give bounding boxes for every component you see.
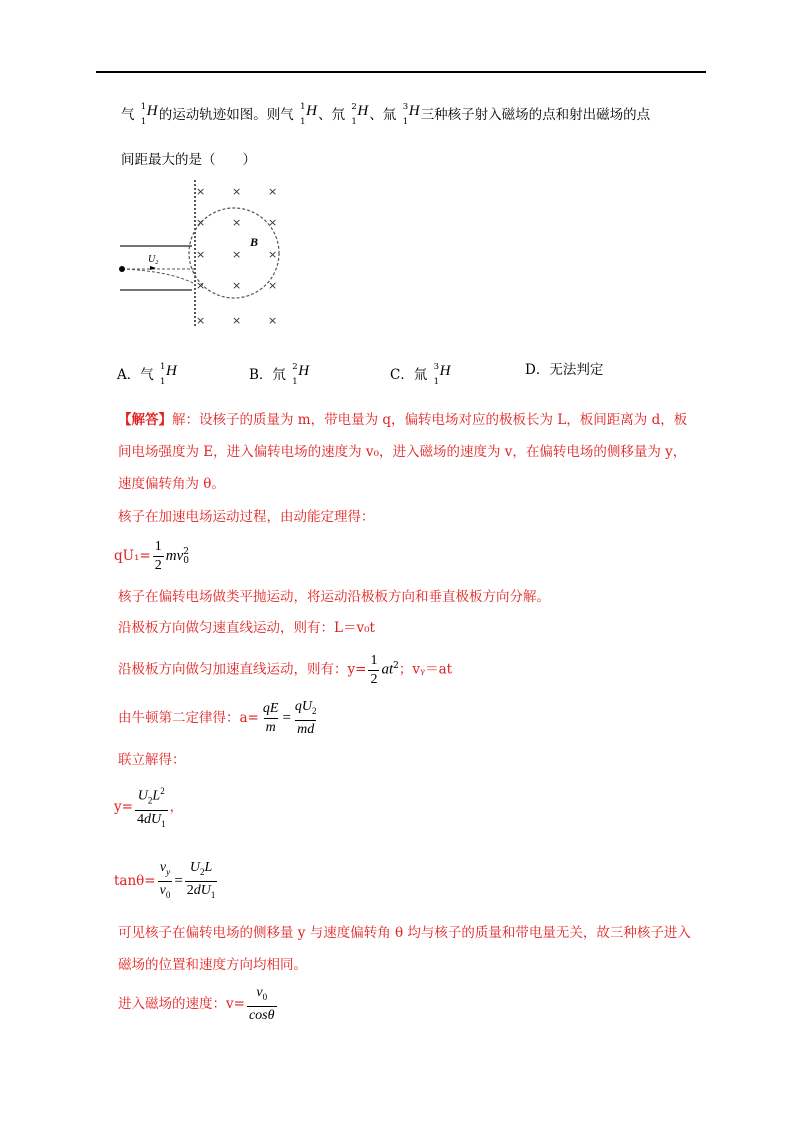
solution-para-4: 沿极板方向做匀速直线运动，则有：L＝v₀t: [118, 620, 375, 636]
nuclide-tritium: 3 1 H: [402, 102, 420, 127]
solution-para-2: 核子在加速电场运动过程，由动能定理得：: [118, 509, 375, 525]
particle-source: [119, 266, 125, 272]
equation-velocity: 进入磁场的速度：v= $\frac{v_0}{\cos\theta}$: [118, 985, 275, 1023]
deflected-path: [122, 269, 195, 284]
svg-text:×: ×: [196, 279, 206, 292]
solution-para-1c: 速度偏转角为 θ。: [118, 476, 225, 492]
question-line-2: 间距最大的是（ ）: [121, 152, 256, 168]
svg-text:×: ×: [232, 314, 242, 327]
equation-energy: qU₁= $\frac{1}{2}$ mv 2 0: [114, 539, 189, 573]
solution-para-3: 核子在偏转电场做类平抛运动，将运动沿极板方向和垂直极板方向分解。: [118, 589, 550, 605]
svg-text:×: ×: [196, 248, 206, 261]
nuclide-protium: 1 1 H: [140, 102, 158, 127]
equation-displacement: 沿极板方向做匀加速直线运动，则有：y= $\frac{1}{2}$ $at^2$；vᵧ＝at: [118, 652, 453, 687]
svg-text:×: ×: [232, 185, 242, 198]
solution-para-8b: 磁场的位置和速度方向均相同。: [118, 957, 307, 973]
nuclide-protium: 1 1 H: [300, 102, 317, 127]
option-a[interactable]: A．气 1 1 H: [117, 362, 177, 387]
svg-text:×: ×: [196, 185, 206, 198]
svg-text:×: ×: [196, 216, 206, 229]
svg-text:×: ×: [196, 314, 206, 327]
question-line-1: 气 1 1 H 的运动轨迹如图。则气 1 1 H 、氘 2 1 H 、氚 3 1 H 三种核子射入磁场的点和射出磁场的点: [121, 102, 651, 127]
svg-text:×: ×: [268, 248, 278, 261]
option-d[interactable]: D．无法判定: [525, 362, 604, 378]
solution-para-8a: 可见核子在偏转电场的侧移量 y 与速度偏转角 θ 均与核子的质量和带电量无关，故三种核子进入: [118, 925, 691, 941]
solution-para-1a: 【解答】解：设核子的质量为 m，带电量为 q，偏转电场对应的极板长为 L，板间距离为 d，板: [118, 412, 688, 428]
answer-tag: 【解答】: [118, 412, 172, 428]
header-rule: [96, 71, 706, 73]
svg-text:×: ×: [232, 279, 242, 292]
option-b[interactable]: B．氘 2 1 H: [249, 362, 310, 387]
svg-text:×: ×: [268, 314, 278, 327]
solution-para-1b: 间电场强度为 E，进入偏转电场的速度为 v₀，进入磁场的速度为 v，在偏转电场的侧移量为 y，: [118, 444, 687, 460]
svg-text:×: ×: [268, 185, 278, 198]
equation-y: y= $\frac{U_2L^2}{4dU_1}$ ，: [114, 782, 183, 832]
nuclide-deuterium: 2 1 H: [351, 102, 369, 127]
magnetic-field-figure: [110, 178, 300, 328]
svg-text:×: ×: [232, 216, 242, 229]
equation-newton: 由牛顿第二定律得：a= $\frac{qE}{m}$ = $\frac{qU_2}{md}$: [118, 699, 317, 737]
svg-text:×: ×: [268, 216, 278, 229]
solution-para-7: 联立解得：: [118, 752, 186, 768]
svg-text:×: ×: [268, 279, 278, 292]
svg-text:×: ×: [232, 248, 242, 261]
equation-tan: tanθ= $\frac{v_y}{v_0}$ = $\frac{U_2L}{2dU_1}$: [114, 856, 219, 906]
field-label: B: [250, 235, 259, 249]
voltage-label: $U_2$: [148, 254, 159, 266]
option-c[interactable]: C．氚 3 1 H: [390, 362, 451, 387]
field-crosses: [196, 185, 277, 327]
